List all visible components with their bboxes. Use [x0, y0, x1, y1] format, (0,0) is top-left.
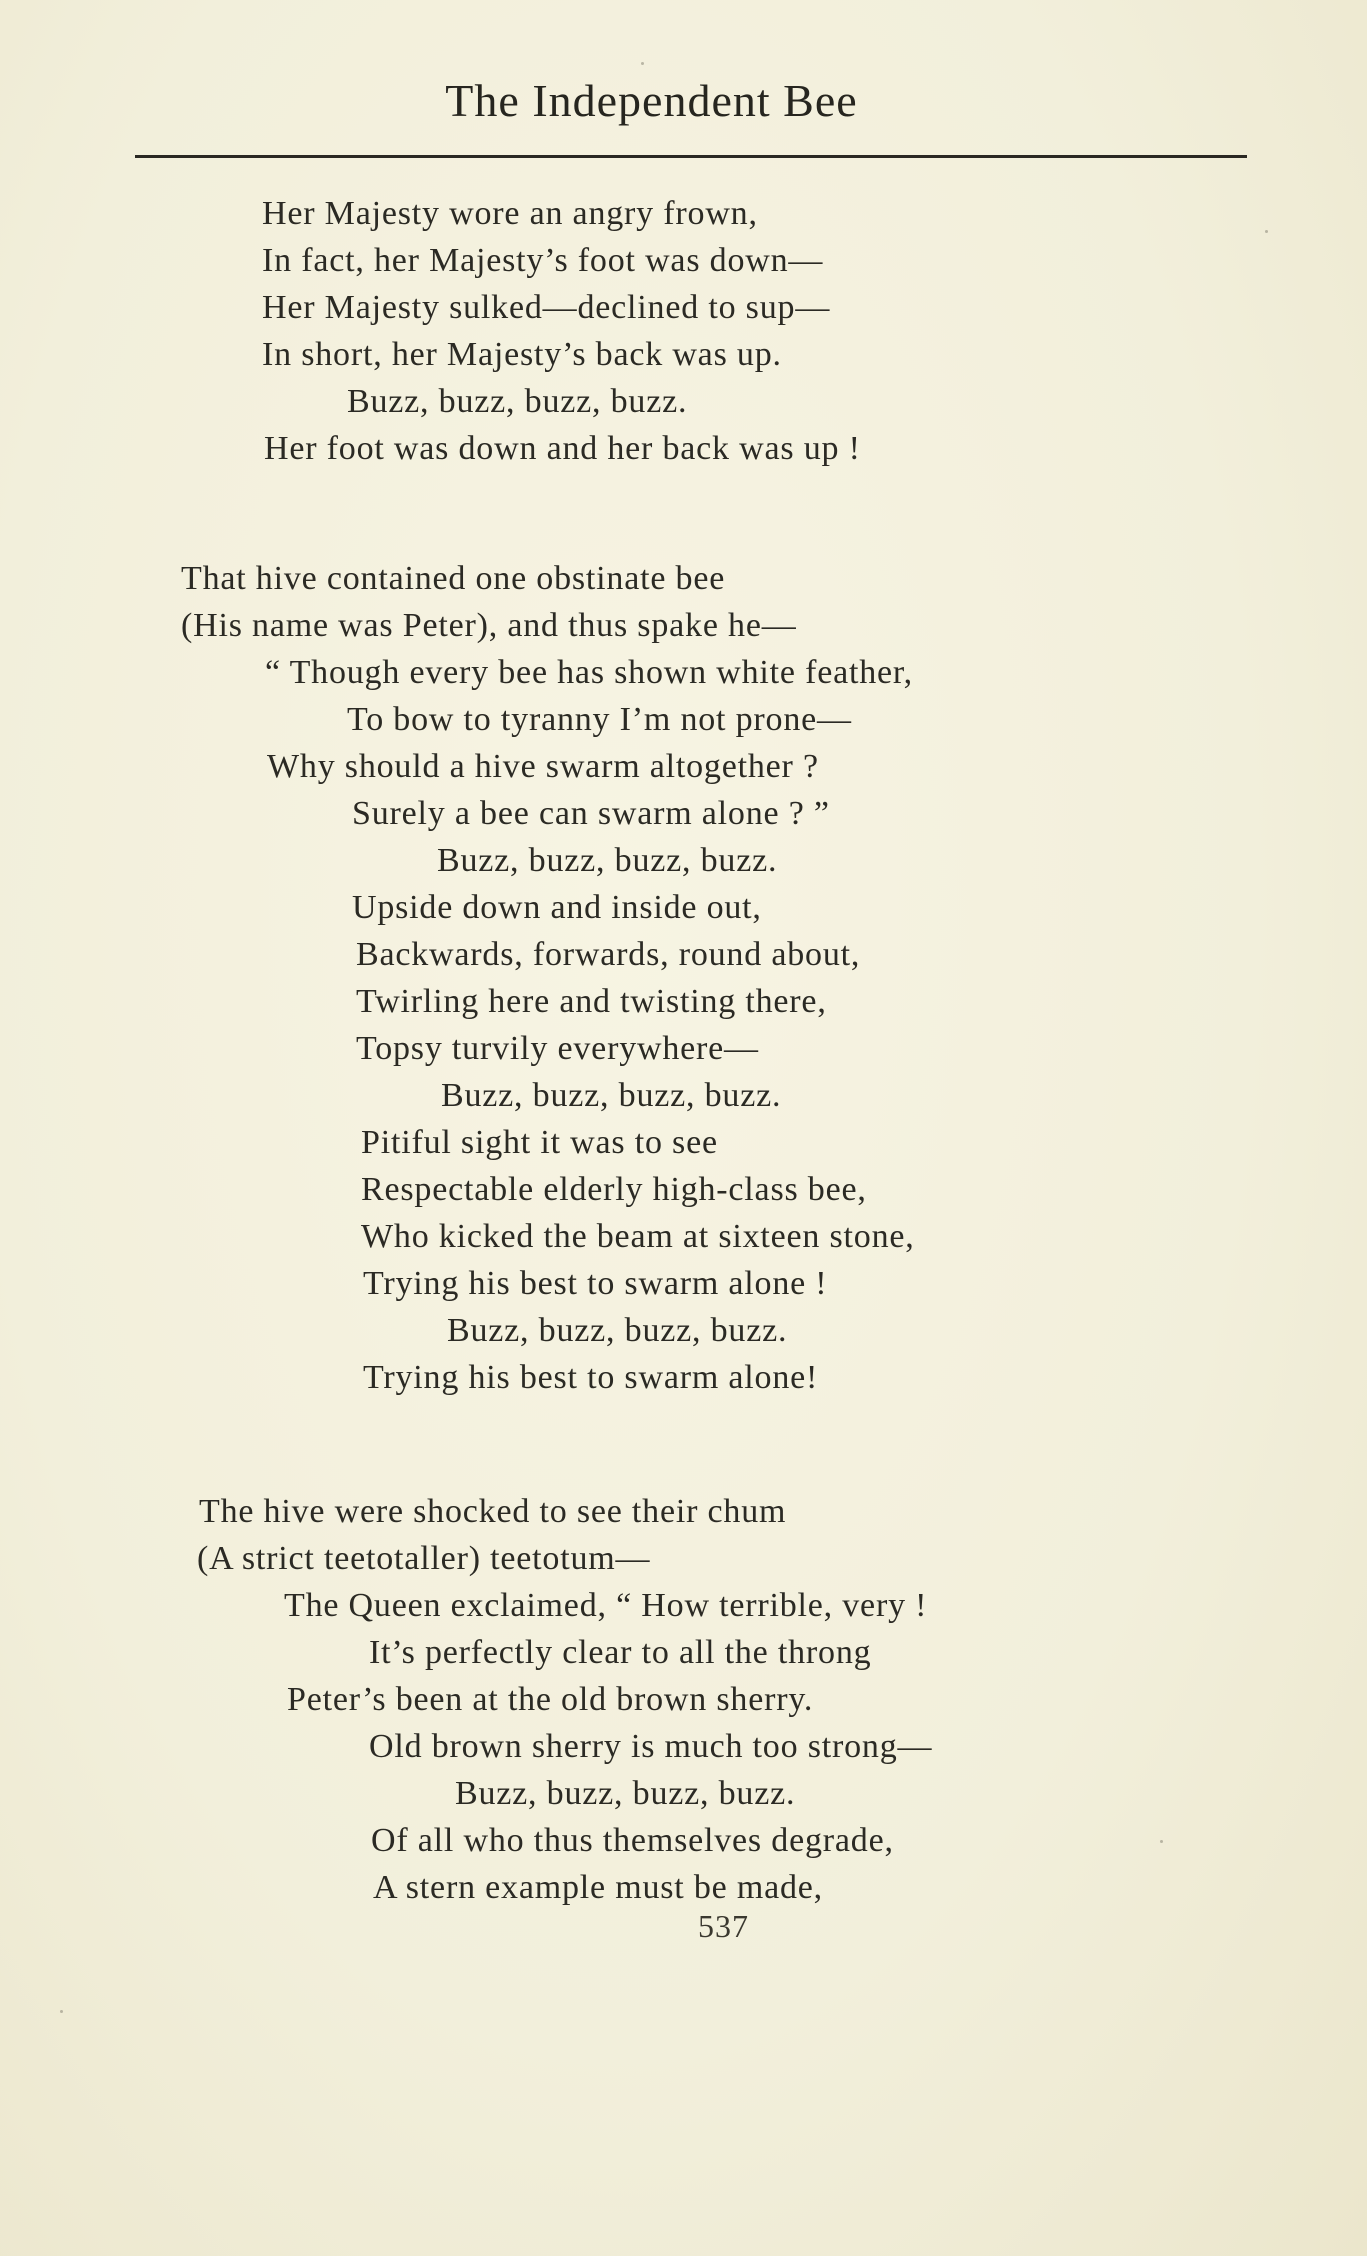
poem-line: To bow to tyranny I’m not prone—: [347, 701, 852, 738]
poem-line: Trying his best to swarm alone!: [363, 1359, 819, 1396]
poem-line: Topsy turvily everywhere—: [356, 1030, 759, 1067]
poem-line: In fact, her Majesty’s foot was down—: [262, 242, 824, 279]
poem-line: Her foot was down and her back was up !: [264, 430, 861, 467]
poem-line: The Queen exclaimed, “ How terrible, very !: [284, 1587, 928, 1624]
poem-refrain: Buzz, buzz, buzz, buzz.: [347, 383, 688, 420]
poem-line: In short, her Majesty’s back was up.: [262, 336, 782, 373]
poem-refrain: Buzz, buzz, buzz, buzz.: [455, 1775, 796, 1812]
poem-line: Peter’s been at the old brown sherry.: [287, 1681, 814, 1718]
poem-line: Old brown sherry is much too strong—: [369, 1728, 933, 1765]
poem-line: Respectable elderly high-class bee,: [361, 1171, 867, 1208]
poem-line: (His name was Peter), and thus spake he—: [181, 607, 797, 644]
poem-line: Her Majesty sulked—declined to sup—: [262, 289, 831, 326]
poem-line: Backwards, forwards, round about,: [356, 936, 861, 973]
poem-line: Trying his best to swarm alone !: [363, 1265, 828, 1302]
poem-line: Surely a bee can swarm alone ? ”: [352, 795, 830, 832]
poem-line: Who kicked the beam at sixteen stone,: [361, 1218, 915, 1255]
paper-speck: [60, 2010, 63, 2013]
poem-line: The hive were shocked to see their chum: [199, 1493, 787, 1530]
poem-line: Of all who thus themselves degrade,: [371, 1822, 894, 1859]
poem-line: “ Though every bee has shown white feather,: [265, 654, 913, 691]
poem-line: It’s perfectly clear to all the throng: [369, 1634, 872, 1671]
poem-line: Twirling here and twisting there,: [356, 983, 827, 1020]
paper-speck: [1265, 230, 1268, 233]
poem-line: A stern example must be made,: [373, 1869, 823, 1906]
poem-line: Pitiful sight it was to see: [361, 1124, 718, 1161]
poem-line: (A strict teetotaller) teetotum—: [197, 1540, 651, 1577]
poem-line: That hive contained one obstinate bee: [181, 560, 726, 597]
poem-refrain: Buzz, buzz, buzz, buzz.: [447, 1312, 788, 1349]
poem-line: Why should a hive swarm altogether ?: [267, 748, 819, 785]
page-number: 537: [698, 1908, 749, 1944]
poem-refrain: Buzz, buzz, buzz, buzz.: [437, 842, 778, 879]
poem-refrain: Buzz, buzz, buzz, buzz.: [441, 1077, 782, 1114]
poem-line: Her Majesty wore an angry frown,: [262, 195, 758, 232]
paper-speck: [641, 62, 644, 65]
header-rule: [135, 155, 1247, 158]
running-head: The Independent Bee: [445, 75, 858, 126]
poem-line: Upside down and inside out,: [352, 889, 762, 926]
paper-speck: [1160, 1840, 1163, 1843]
